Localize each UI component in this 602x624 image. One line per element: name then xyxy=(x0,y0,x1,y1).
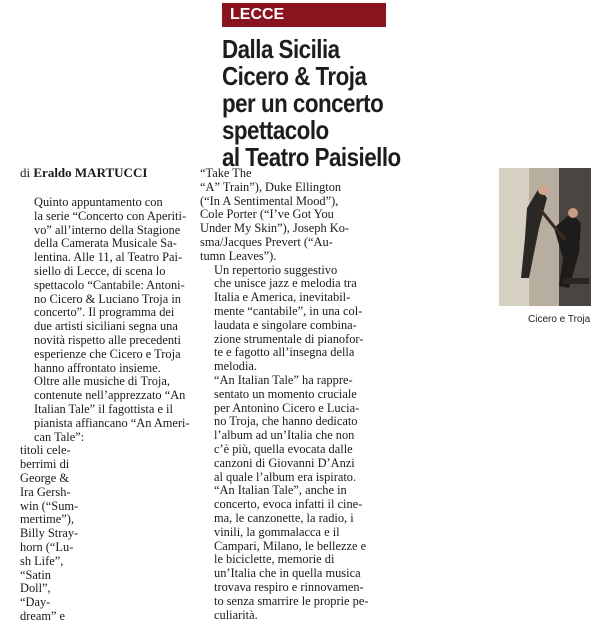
paragraph xyxy=(20,195,187,375)
text-line: mente “cantabile”, in una col- xyxy=(214,303,363,318)
headline-line: per un concerto xyxy=(222,88,384,118)
text-line: culiarità. xyxy=(214,607,258,622)
text-line: la serie “Concerto con Aperiti- xyxy=(34,208,187,223)
text-line: Italia e America, inevitabil- xyxy=(214,290,351,305)
text-line: Italian Tale” il fagottista e il xyxy=(34,401,173,416)
text-line: hanno affrontato insieme. xyxy=(34,360,161,375)
text-line: canzoni di Giovanni D’Anzi xyxy=(214,455,355,470)
text-line: sma/Jacques Prevert (“Au- xyxy=(200,234,333,249)
text-line: le biciclette, memorie di xyxy=(214,552,335,567)
text-line: (“In A Sentimental Mood”), xyxy=(200,193,339,208)
text-line: della Camerata Musicale Sa- xyxy=(34,236,177,251)
text-line: esperienze che Cicero e Troja xyxy=(34,346,181,361)
text-line: pianista affiancano “An Ameri- xyxy=(34,415,190,430)
paragraph xyxy=(20,444,86,623)
text-line: vo” all’interno della Stagione xyxy=(34,222,181,237)
text-line: to senza smarrire le proprie pe- xyxy=(214,593,369,608)
article-column-middle xyxy=(200,167,368,622)
text-line: George & xyxy=(20,470,69,485)
text-line: un’Italia che in quella musica xyxy=(214,566,361,581)
text-line: c’è più, quella evocata dalle xyxy=(214,441,353,456)
text-line: al quale l’album era ispirato. xyxy=(214,469,357,484)
text-line: vinili, la gommalacca e il xyxy=(214,524,340,539)
text-line: Quinto appuntamento con xyxy=(34,195,163,209)
musicians-photo xyxy=(499,168,591,306)
headline xyxy=(222,36,462,171)
text-line: sentato un momento cruciale xyxy=(214,386,357,401)
text-line: mertime”), xyxy=(20,512,75,527)
headline-line: Dalla Sicilia xyxy=(222,34,340,64)
author-name: Eraldo MARTUCCI xyxy=(33,165,148,180)
text-line: Oltre alle musiche di Troja, xyxy=(34,374,170,389)
text-line: lentina. Alle 11, al Teatro Pai- xyxy=(34,250,183,265)
paragraph xyxy=(200,264,368,374)
byline xyxy=(20,165,147,181)
paragraph xyxy=(20,374,190,444)
text-line: Un repertorio suggestivo xyxy=(214,262,338,277)
headline-line: spettacolo xyxy=(222,115,329,145)
text-line: per Antonino Cicero e Lucia- xyxy=(214,400,360,415)
text-line: trovava respiro e rinnovamen- xyxy=(214,579,364,594)
text-line: Doll”, xyxy=(20,581,51,596)
text-line: melodia. xyxy=(214,359,258,374)
text-line: can Tale”: xyxy=(34,429,85,444)
byline-prefix: di xyxy=(20,165,31,180)
text-line: Under My Skin”), Joseph Ko- xyxy=(200,221,350,236)
text-line: Campari, Milano, le bellezze e xyxy=(214,538,367,553)
text-line: “Take The xyxy=(200,166,252,180)
text-line: Billy Stray- xyxy=(20,526,79,541)
text-line: “A” Train”), Duke Ellington xyxy=(200,179,342,194)
text-line: te e fagotto all’insegna della xyxy=(214,345,355,360)
text-line: Ira Gersh- xyxy=(20,484,71,499)
text-line: no Cicero & Luciano Troja in xyxy=(34,291,181,306)
text-line: “An Italian Tale”, anche in xyxy=(214,483,347,498)
text-line: spettacolo “Cantabile: Antoni- xyxy=(34,277,185,292)
text-line: zione strumentale di pianofor- xyxy=(214,331,364,346)
paragraph xyxy=(200,374,368,622)
text-line: contenute nell’apprezzato “An xyxy=(34,388,186,403)
section-label: LECCE xyxy=(222,3,386,27)
text-line: laudata e singolare combina- xyxy=(214,317,357,332)
text-line: siello di Lecce, di scena lo xyxy=(34,263,166,278)
text-line: win (“Sum- xyxy=(20,498,79,513)
text-line: dream” e xyxy=(20,608,66,623)
text-line: l’album ad un’Italia che non xyxy=(214,428,355,443)
article-column-left xyxy=(20,195,190,624)
text-line: Cole Porter (“I’ve Got You xyxy=(200,207,334,222)
text-line: novità rispetto alle precedenti xyxy=(34,332,181,347)
text-line: concerto, evoca infatti il cine- xyxy=(214,497,363,512)
text-line: horn (“Lu- xyxy=(20,539,74,554)
text-line: “Day- xyxy=(20,595,51,610)
text-line: “Satin xyxy=(20,567,51,582)
text-line: concerto”. Il programma dei xyxy=(34,305,175,320)
text-line: berrimi di xyxy=(20,457,70,472)
musicians-illustration xyxy=(499,168,591,306)
headline-line: al Teatro Paisiello xyxy=(222,142,401,172)
text-line: titoli cele- xyxy=(20,443,71,458)
text-line: tumn Leaves”). xyxy=(200,248,277,263)
headline-line: Cicero & Troja xyxy=(222,61,367,91)
text-line: che unisce jazz e melodia tra xyxy=(214,276,357,291)
text-line: ma, le canzonette, la radio, i xyxy=(214,510,354,525)
paragraph xyxy=(200,167,368,264)
text-line: sh Life”, xyxy=(20,553,64,568)
text-line: due artisti siciliani segna una xyxy=(34,319,178,334)
text-line: no Troja, che hanno dedicato xyxy=(214,414,358,429)
photo-caption: Cicero e Troja xyxy=(528,314,591,325)
text-line: “An Italian Tale” ha rappre- xyxy=(214,372,353,387)
